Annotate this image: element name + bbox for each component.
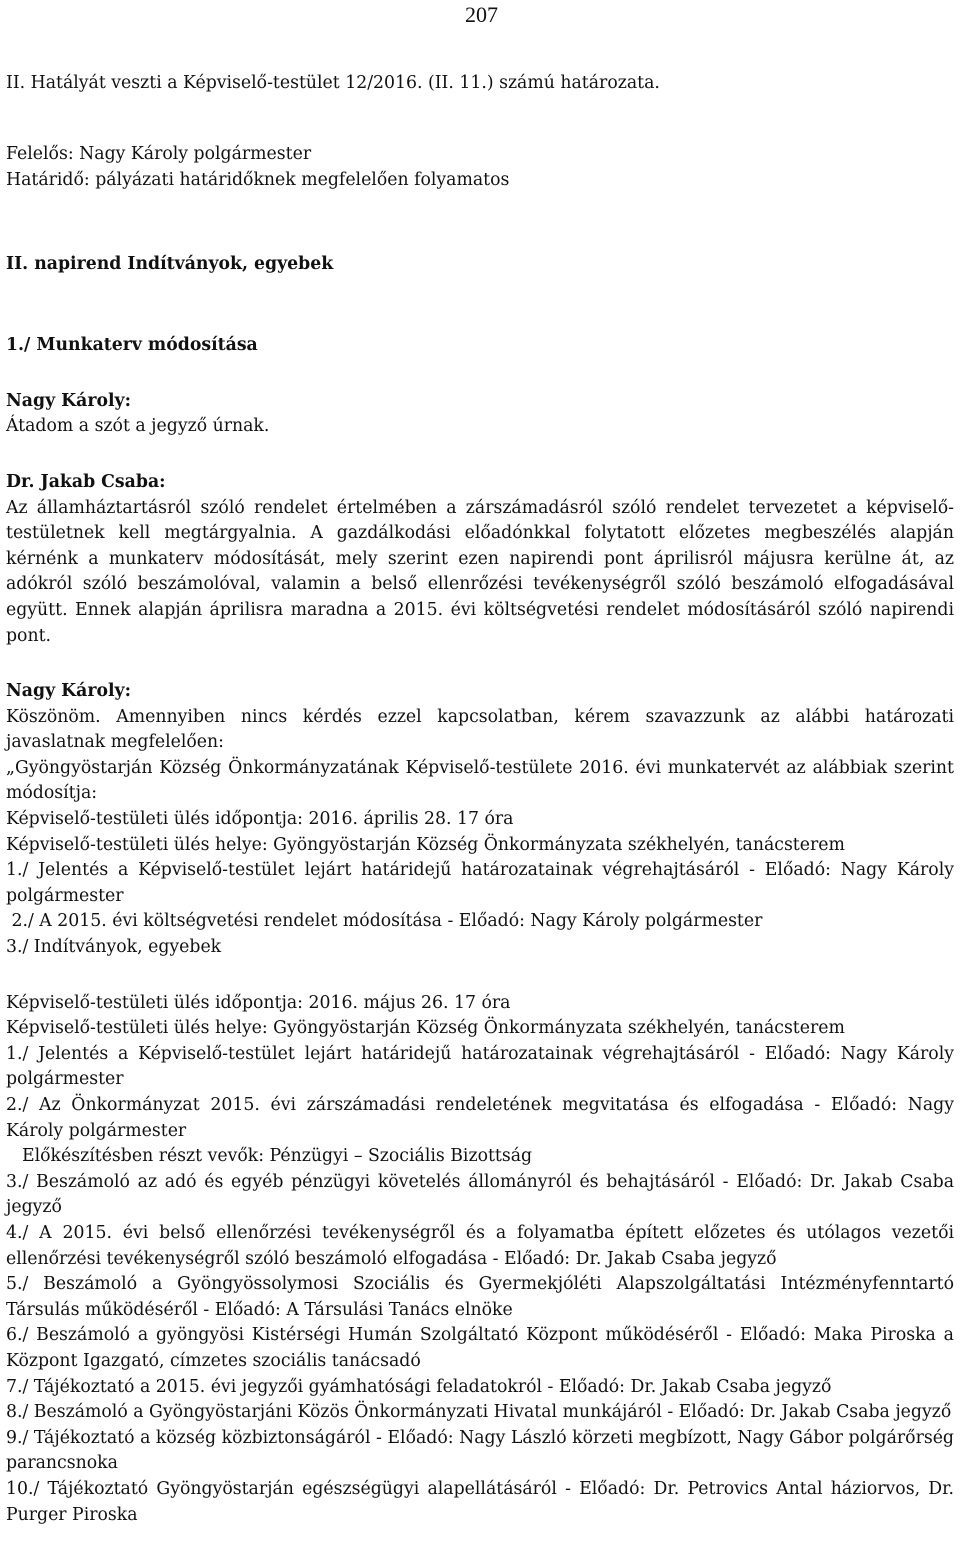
preparation-note: Előkészítésben részt vevők: Pénzügyi – Szociális Bizottság	[22, 1146, 533, 1167]
resolution-proposal: „Gyöngyöstarján Község Önkormányzatának Képviselő-testülete 2016. évi munkatervét az alábbiak szerint módosítja:	[6, 757, 954, 804]
agenda-item: 2./ A 2015. évi költségvetési rendelet módosítása - Előadó: Nagy Károly polgármester	[6, 911, 763, 932]
agenda-item: 2./ Az Önkormányzat 2015. évi zárszámadási rendeletének megvitatása és elfogadása - Előadó: Nagy Károly polgármester	[6, 1095, 954, 1141]
agenda-item: 9./ Tájékoztató a község közbiztonságáról - Előadó: Nagy László körzeti megbízott, Nagy Gábor polgárőrség parancsnoka	[6, 1427, 954, 1474]
deadline-line: Határidő: pályázati határidőknek megfelelően folyamatos	[6, 169, 510, 190]
page-number: 207	[465, 2, 498, 27]
repeal-clause: II. Hatályát veszti a Képviselő-testület 12/2016. (II. 11.) számú határozata.	[6, 73, 660, 94]
agenda-item: 1./ Jelentés a Képviselő-testület lejárt határidejű határozatainak végrehajtásáról - Előadó: Nagy Károly polgármester	[6, 860, 954, 906]
agenda-item: 4./ A 2015. évi belső ellenőrzési tevékenységről és a folyamatba épített előzetes és utólagos vezetői ellenőrzési tevékenységről szóló beszámoló elfogadása - Előadó: Dr. Jakab Csaba jegyző	[6, 1222, 954, 1269]
agenda-item: 1./ Jelentés a Képviselő-testület lejárt határidejű határozatainak végrehajtásáról - Előadó: Nagy Károly polgármester	[6, 1043, 954, 1090]
speaker-name: Nagy Károly:	[6, 390, 131, 411]
meeting-place: Képviselő-testületi ülés helye: Gyöngyöstarján Község Önkormányzata székhelyén, tanácsterem	[6, 834, 845, 855]
speech-text: Átadom a szót a jegyző úrnak.	[6, 416, 270, 437]
agenda-item: 8./ Beszámoló a Gyöngyöstarjáni Közös Önkormányzati Hivatal munkájáról - Előadó: Dr. Jakab Csaba jegyző	[6, 1402, 952, 1423]
agenda-item: 10./ Tájékoztató Gyöngyöstarján egészségügyi alapellátásáról - Előadó: Dr. Petrovics Antal háziorvos, Dr. Purger Piroska	[6, 1478, 954, 1525]
agenda-heading: II. napirend Indítványok, egyebek	[6, 253, 334, 274]
meeting-date: Képviselő-testületi ülés időpontja: 2016. május 26. 17 óra	[6, 992, 511, 1013]
agenda-item: 3./ Beszámoló az adó és egyéb pénzügyi követelés állományról és behajtásáról - Előadó: Dr. Jakab Csaba jegyző	[6, 1171, 954, 1218]
item-heading: 1./ Munkaterv módosítása	[6, 335, 258, 356]
speech-text: Köszönöm. Amennyiben nincs kérdés ezzel kapcsolatban, kérem szavazzunk az alábbi határozati javaslatnak megfelelően:	[6, 706, 954, 753]
speaker-name: Dr. Jakab Csaba:	[6, 471, 166, 492]
agenda-item: 3./ Indítványok, egyebek	[6, 937, 222, 958]
meeting-place: Képviselő-testületi ülés helye: Gyöngyöstarján Község Önkormányzata székhelyén, tanácsterem	[6, 1018, 845, 1039]
agenda-item: 5./ Beszámoló a Gyöngyössolymosi Szociális és Gyermekjóléti Alapszolgáltatási Intézményfenntartó Társulás működéséről - Előadó: A Társulási Tanács elnöke	[6, 1274, 954, 1320]
agenda-item: 7./ Tájékoztató a 2015. évi jegyzői gyámhatósági feladatokról - Előadó: Dr. Jakab Csaba jegyző	[6, 1376, 832, 1397]
responsible-line: Felelős: Nagy Károly polgármester	[6, 144, 312, 165]
document-body	[6, 0, 954, 1528]
meeting-date: Képviselő-testületi ülés időpontja: 2016. április 28. 17 óra	[6, 809, 514, 830]
speech-text: Az államháztartásról szóló rendelet értelmében a zárszámadásról szóló rendelet tervezetet a képviselő-testületnek kell megtárgyalnia. A gazdálkodási előadónkkal folytatott előzetes megbeszélés alapján kérnénk a munkaterv módosítását, mely szerint ezen napirendi pont áprilisról májusra kerülne át, az adókról szóló beszámolóval, valamin a belső ellenrőzési tevékenységről szóló beszámoló elfogadásával együtt. Ennek alapján áprilisra maradna a 2015. évi költségvetési rendelet módosításáról szóló napirendi pont.	[6, 497, 954, 646]
agenda-item: 6./ Beszámoló a gyöngyösi Kistérségi Humán Szolgáltató Központ működéséről - Előadó: Maka Piroska a Központ Igazgató, címzetes szociális tanácsadó	[6, 1325, 954, 1371]
speaker-name: Nagy Károly:	[6, 681, 131, 702]
